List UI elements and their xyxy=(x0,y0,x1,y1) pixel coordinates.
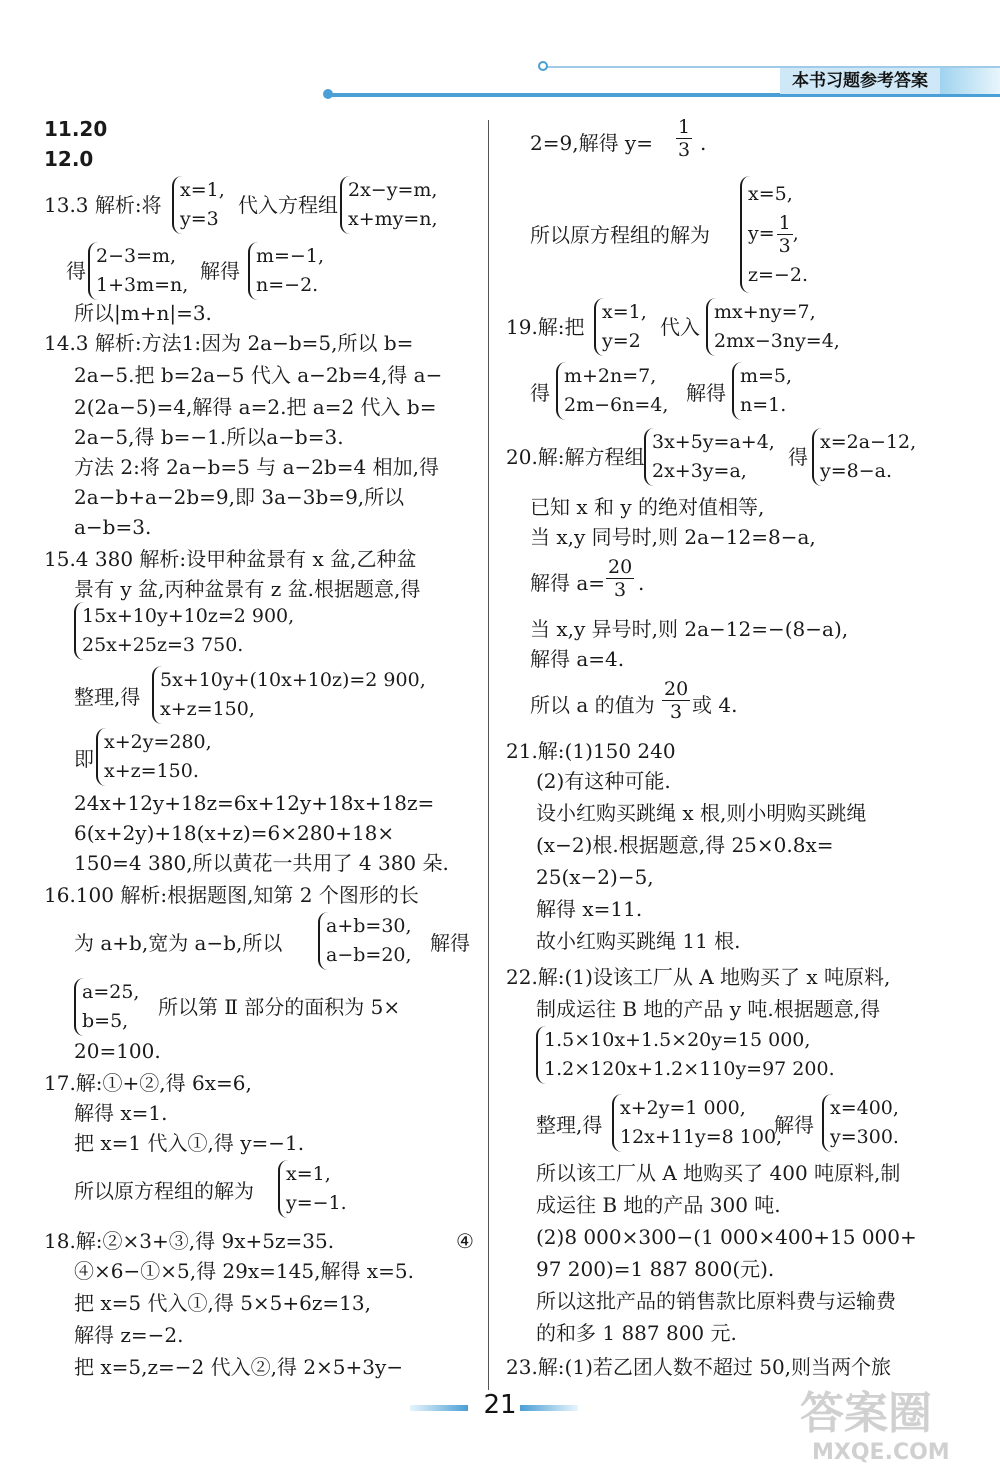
answer-13-system-4 xyxy=(248,242,324,300)
fraction-one-third xyxy=(777,212,793,257)
eq: 3x+5y=a+4, xyxy=(652,431,775,453)
answer-18-line-4: 解得 z=−2. xyxy=(74,1323,184,1347)
answer-17-system xyxy=(278,1160,347,1218)
eq: m+2n=7, xyxy=(564,365,657,387)
answer-20-line-6-end: 或 4. xyxy=(692,693,738,717)
answer-17-line-4: 所以原方程组的解为 xyxy=(74,1179,254,1203)
answer-18-line-3: 把 x=5 代入①,得 5×5+6z=13, xyxy=(74,1291,371,1315)
answer-14-line-3: 2(2a−5)=4,解得 a=2.把 a=2 代入 b= xyxy=(74,395,437,419)
answer-21-line-3: 设小红购买跳绳 x 根,则小明购买跳绳 xyxy=(536,801,867,825)
eq: y=300. xyxy=(830,1126,899,1148)
answer-18-cont-1: 2=9,解得 y= xyxy=(530,131,653,155)
answer-13-system-1 xyxy=(172,176,225,234)
eq: x=400, xyxy=(830,1097,899,1119)
eq: y= xyxy=(748,222,775,245)
answer-20-system-2 xyxy=(812,428,916,486)
answer-16-line-4: 20=100. xyxy=(74,1039,161,1063)
eq: m=5, xyxy=(740,365,793,387)
eq: 5x+10y+(10x+10z)=2 900, xyxy=(160,669,426,691)
eq: y=8−a. xyxy=(820,460,893,482)
answer-15-line-3: 24x+12y+18z=6x+12y+18x+18z= xyxy=(74,791,435,815)
eq: x=1, xyxy=(602,301,647,323)
eq: 1.2×120x+1.2×110y=97 200. xyxy=(544,1058,835,1080)
answer-22-system-3 xyxy=(822,1094,899,1152)
eq: 2−3=m, xyxy=(96,245,177,267)
answer-13-end: 所以|m+n|=3. xyxy=(74,301,212,325)
eq: 2mx−3ny=4, xyxy=(714,330,840,352)
eq: a+b=30, xyxy=(326,915,412,937)
eq: 2x−y=m, xyxy=(348,179,438,201)
answer-22-system-1 xyxy=(536,1026,835,1084)
eq: b=5, xyxy=(82,1010,129,1032)
answer-19-system-3 xyxy=(556,362,668,420)
answer-22-jd: 解得 xyxy=(774,1113,814,1137)
answer-13-de: 得 xyxy=(66,259,86,283)
answer-18-solution-system: x=5, y= $\frac{1}{3}$, z=−2. xyxy=(740,176,808,293)
watermark-url: MXQE.COM xyxy=(812,1440,950,1465)
answer-14-line-6: 2a−b+a−2b=9,即 3a−3b=9,所以 xyxy=(74,485,405,509)
answer-15-ji: 即 xyxy=(74,747,94,771)
column-divider xyxy=(488,120,489,1390)
answer-22-line-7: 所以这批产品的销售款比原料费与运输费 xyxy=(536,1289,896,1313)
answer-20-de: 得 xyxy=(788,445,808,469)
answer-19-mid: 代入 xyxy=(660,315,700,339)
numerator: 1 xyxy=(778,212,791,234)
answer-16-system-2 xyxy=(74,978,139,1036)
answer-18-marker: ④ xyxy=(456,1229,474,1253)
answer-17-line-1: 17.解:①+②,得 6x=6, xyxy=(44,1071,252,1095)
answer-21-line-6: 解得 x=11. xyxy=(536,897,643,921)
footer-ornament-right xyxy=(520,1405,578,1411)
answer-22-line-3: 所以该工厂从 A 地购买了 400 吨原料,制 xyxy=(536,1161,901,1185)
eq: 12x+11y=8 100, xyxy=(620,1126,783,1148)
eq: 2m−6n=4, xyxy=(564,394,669,416)
answer-20-line-2: 当 x,y 同号时,则 2a−12=8−a, xyxy=(530,525,816,549)
answer-16-system-1 xyxy=(318,912,412,970)
header-fade-ornament xyxy=(940,68,1000,94)
answer-21-line-1: 21.解:(1)150 240 xyxy=(506,739,676,763)
answer-19-jd: 解得 xyxy=(686,381,726,405)
watermark-logo: 答案圈 xyxy=(800,1388,932,1439)
answer-20-line-3-end: . xyxy=(638,571,645,595)
answer-20-line-6: 所以 a 的值为 xyxy=(530,693,655,717)
answer-18-line-2: ④×6−①×5,得 29x=145,解得 x=5. xyxy=(74,1259,414,1283)
answer-18-line-5: 把 x=5,z=−2 代入②,得 2×5+3y− xyxy=(74,1355,404,1379)
answer-15-system-2 xyxy=(152,666,426,724)
answer-16-jd: 解得 xyxy=(430,931,470,955)
eq: n=−2. xyxy=(256,274,319,296)
answer-16-line-1: 16.100 解析:根据题图,知第 2 个图形的长 xyxy=(44,883,419,907)
answer-22-line-2: 制成运往 B 地的产品 y 吨.根据题意,得 xyxy=(536,997,881,1021)
answer-14-line-7: a−b=3. xyxy=(74,515,152,539)
answer-14-line-5: 方法 2:将 2a−b=5 与 a−2b=4 相加,得 xyxy=(74,455,439,479)
answer-17-line-2: 解得 x=1. xyxy=(74,1101,168,1125)
answer-22-zl: 整理,得 xyxy=(536,1113,603,1137)
denominator: 3 xyxy=(670,701,683,723)
answer-16-line-3: 所以第 Ⅱ 部分的面积为 5× xyxy=(158,995,401,1019)
answer-19-de: 得 xyxy=(530,381,550,405)
eq: x+z=150. xyxy=(104,760,199,782)
answer-21-line-4: (x−2)根.根据题意,得 25×0.8x= xyxy=(536,833,834,857)
fraction-twenty-thirds xyxy=(606,556,634,601)
eq: x+2y=1 000, xyxy=(620,1097,746,1119)
answer-13-jd: 解得 xyxy=(200,259,240,283)
eq: 25x+25z=3 750. xyxy=(82,634,244,656)
eq: z=−2. xyxy=(748,264,808,286)
numerator: 20 xyxy=(664,678,689,700)
eq: mx+ny=7, xyxy=(714,301,816,323)
eq: a−b=20, xyxy=(326,944,412,966)
answer-20-system-1 xyxy=(644,428,775,486)
eq: y=2 xyxy=(602,330,641,352)
eq: 15x+10y+10z=2 900, xyxy=(82,605,295,627)
answer-15-zl: 整理,得 xyxy=(74,685,141,709)
answer-22-line-1: 22.解:(1)设该工厂从 A 地购买了 x 吨原料, xyxy=(506,965,891,989)
answer-13-system-2 xyxy=(340,176,438,234)
answer-17-line-3: 把 x=1 代入①,得 y=−1. xyxy=(74,1131,305,1155)
denominator: 3 xyxy=(678,139,691,161)
denominator: 3 xyxy=(778,235,791,257)
numerator: 20 xyxy=(608,556,633,578)
answer-13-mid: 代入方程组 xyxy=(238,193,338,217)
answer-11: 11.20 xyxy=(44,117,108,141)
page-number: 21 xyxy=(483,1390,517,1420)
answer-15-system-1 xyxy=(74,602,294,660)
eq: x=1, xyxy=(180,179,225,201)
answer-19-system-4 xyxy=(732,362,792,420)
answer-20-line-5: 解得 a=4. xyxy=(530,647,625,671)
answer-21-line-2: (2)有这种可能. xyxy=(536,769,671,793)
answer-20-head: 20.解:解方程组 xyxy=(506,445,645,469)
eq: x=2a−12, xyxy=(820,431,917,453)
answer-14-line-4: 2a−5,得 b=−1.所以a−b=3. xyxy=(74,425,344,449)
answer-13-head: 13.3 解析:将 xyxy=(44,193,162,217)
eq: y=−1. xyxy=(286,1192,347,1214)
eq: a=25, xyxy=(82,981,140,1003)
answer-12: 12.0 xyxy=(44,147,94,171)
eq: 1.5×10x+1.5×20y=15 000, xyxy=(544,1029,811,1051)
eq: x+z=150, xyxy=(160,698,255,720)
denominator: 3 xyxy=(614,579,627,601)
header-dot-ornament xyxy=(323,89,333,99)
eq: m=−1, xyxy=(256,245,324,267)
answer-15-line-2: 景有 y 盆,丙种盆景有 z 盆.根据题意,得 xyxy=(74,577,421,601)
eq: 2x+3y=a, xyxy=(652,460,747,482)
answer-18-solution-label: 所以原方程组的解为 xyxy=(530,223,710,247)
answer-22-line-5: (2)8 000×300−(1 000×400+15 000+ xyxy=(536,1225,917,1249)
answer-14-line-1: 14.3 解析:方法1:因为 2a−b=5,所以 b= xyxy=(44,331,414,355)
eq: x+my=n, xyxy=(348,208,438,230)
answer-19-system-2 xyxy=(706,298,840,356)
answer-15-line-1: 15.4 380 解析:设甲种盆景有 x 盆,乙种盆 xyxy=(44,547,417,571)
eq: x+2y=280, xyxy=(104,731,212,753)
answer-19-head: 19.解:把 xyxy=(506,315,585,339)
eq: 1+3m=n, xyxy=(96,274,189,296)
numerator: 1 xyxy=(678,116,691,138)
header-circle-ornament xyxy=(538,61,548,71)
answer-15-line-5: 150=4 380,所以黄花一共用了 4 380 朵. xyxy=(74,851,449,875)
eq: n=1. xyxy=(740,394,787,416)
eq: y=3 xyxy=(180,208,219,230)
footer-ornament-left xyxy=(410,1405,468,1411)
answer-22-line-8: 的和多 1 887 800 元. xyxy=(536,1321,737,1345)
answer-15-system-3 xyxy=(96,728,212,786)
answer-22-line-4: 成运往 B 地的产品 300 吨. xyxy=(536,1193,781,1217)
answer-19-system-1 xyxy=(594,298,647,356)
answer-20-line-4: 当 x,y 异号时,则 2a−12=−(8−a), xyxy=(530,617,849,641)
answer-22-system-2 xyxy=(612,1094,782,1152)
fraction-one-third xyxy=(676,116,692,161)
answer-21-line-7: 故小红购买跳绳 11 根. xyxy=(536,929,741,953)
answer-20-line-1: 已知 x 和 y 的绝对值相等, xyxy=(530,495,765,519)
answer-13-system-3 xyxy=(88,242,188,300)
answer-15-line-4: 6(x+2y)+18(x+z)=6×280+18× xyxy=(74,821,395,845)
eq: x=5, xyxy=(748,183,793,205)
answer-20-line-3: 解得 a= xyxy=(530,571,606,595)
answer-14-line-2: 2a−5.把 b=2a−5 代入 a−2b=4,得 a− xyxy=(74,363,443,387)
answer-23-line-1: 23.解:(1)若乙团人数不超过 50,则当两个旅 xyxy=(506,1355,892,1379)
answer-22-line-6: 97 200)=1 887 800(元). xyxy=(536,1257,775,1281)
answer-21-line-5: 25(x−2)−5, xyxy=(536,865,654,889)
eq: x=1, xyxy=(286,1163,331,1185)
answer-18-line-1: 18.解:②×3+③,得 9x+5z=35. xyxy=(44,1229,335,1253)
answer-18-cont-1-end: . xyxy=(700,131,707,155)
answer-16-line-2: 为 a+b,宽为 a−b,所以 xyxy=(74,931,283,955)
header-title: 本书习题参考答案 xyxy=(780,68,940,94)
fraction-twenty-thirds xyxy=(662,678,690,723)
